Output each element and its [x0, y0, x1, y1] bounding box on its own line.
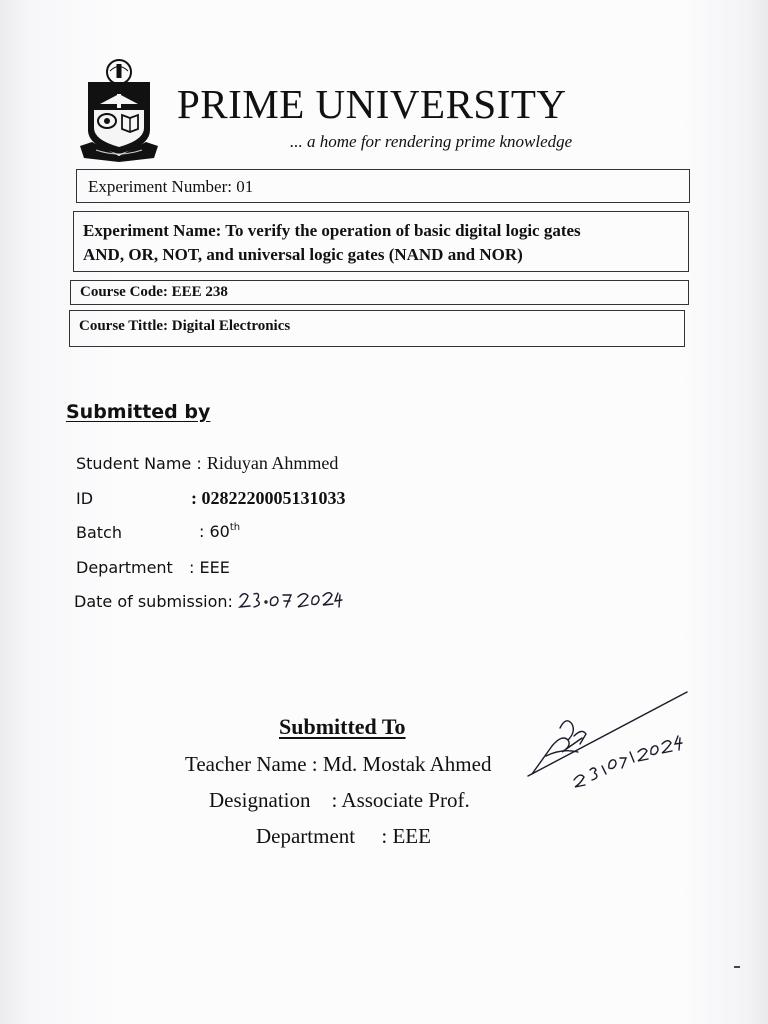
- teacher-designation: Designation : Associate Prof.: [209, 788, 470, 812]
- teacher-department: Department : EEE: [256, 824, 431, 848]
- id-label: ID: [76, 489, 94, 508]
- student-name-value: Riduyan Ahmmed: [206, 453, 339, 473]
- department-label: Department: [76, 558, 173, 577]
- course-title-box: [69, 310, 685, 347]
- batch-label: Batch: [76, 523, 122, 542]
- page-mark: [734, 966, 740, 968]
- experiment-name-line-1: Experiment Name: To verify the operation of basic digital logic gates: [83, 221, 581, 240]
- teacher-signature: [522, 688, 692, 790]
- submitted-by-heading: Submitted by: [66, 401, 211, 423]
- experiment-number-box: [76, 169, 690, 203]
- student-name-label: Student Name :: [76, 454, 207, 473]
- teacher-name: Teacher Name : Md. Mostak Ahmed: [185, 752, 492, 776]
- batch-row: [199, 522, 240, 541]
- student-id-value: 0282220005131033: [201, 488, 346, 508]
- course-code-box: [70, 280, 689, 305]
- date-of-submission-label: Date of submission:: [74, 592, 233, 611]
- university-crest-icon: [78, 58, 160, 164]
- batch-superscript: th: [229, 522, 241, 533]
- student-name-row: [76, 453, 338, 474]
- university-name: PRIME UNIVERSITY: [177, 81, 567, 127]
- experiment-name-line-2: AND, OR, NOT, and universal logic gates (NAND and NOR): [83, 245, 523, 264]
- handwritten-submission-date: [238, 585, 344, 615]
- course-code: Course Code: EEE 238: [80, 284, 228, 300]
- department-value: : EEE: [189, 558, 230, 577]
- submitted-to-heading: Submitted To: [279, 714, 406, 739]
- batch-value: : 60: [199, 522, 230, 541]
- experiment-number: Experiment Number: 01: [88, 177, 254, 196]
- university-tagline: ... a home for rendering prime knowledge: [290, 132, 573, 151]
- id-separator: :: [191, 488, 202, 508]
- id-row: [191, 488, 346, 509]
- experiment-name-box: [73, 211, 689, 272]
- course-title: Course Tittle: Digital Electronics: [79, 318, 291, 334]
